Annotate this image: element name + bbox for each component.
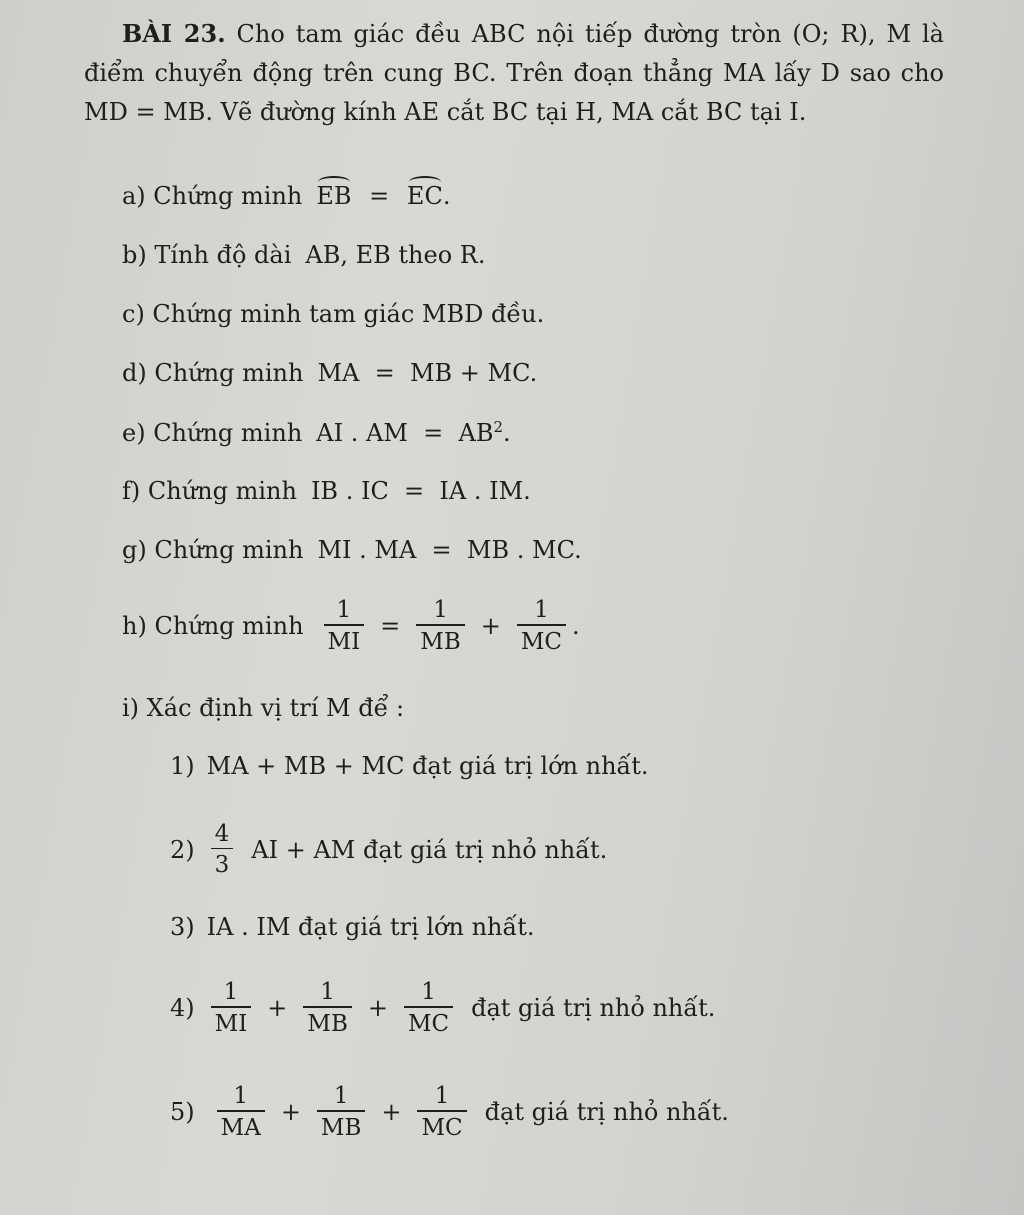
part-e-label: e) Chứng minh bbox=[122, 418, 303, 447]
fraction: $\frac{1}{MC}$ bbox=[417, 1082, 466, 1142]
sub-item-2 bbox=[170, 820, 607, 879]
part-i-label: i) Xác định vị trí M để : bbox=[122, 694, 405, 722]
sub-item-text: AI + AM đạt giá trị nhỏ nhất. bbox=[251, 835, 608, 864]
arc-ec: EC bbox=[406, 182, 443, 210]
fraction: $\frac{1}{MB}$ bbox=[317, 1082, 365, 1142]
part-g-label: g) Chứng minh bbox=[122, 536, 304, 564]
part-d bbox=[122, 359, 537, 387]
part-i bbox=[122, 694, 404, 722]
sub-item-number: 3) bbox=[170, 913, 195, 941]
problem-text: Cho tam giác đều ABC nội tiếp đường tròn (O; R), M là điểm chuyển động trên cung BC. Trên đoạn thẳng MA lấy D sao cho MD = MB. Vẽ đường kính AE cắt BC tại H, MA cắt BC tại I. bbox=[84, 20, 944, 126]
sub-item-number: 5) bbox=[170, 1098, 195, 1126]
part-b-label: b) Tính độ dài bbox=[122, 241, 292, 269]
part-g bbox=[122, 536, 582, 564]
sub-item-3 bbox=[170, 913, 534, 941]
fraction: $\frac{1}{MC}$ bbox=[517, 596, 566, 656]
part-e-math: AI . AM = $AB^2$. bbox=[316, 418, 511, 447]
fraction: $\frac{1}{MI}$ bbox=[324, 596, 365, 656]
part-e bbox=[122, 418, 511, 447]
sub-item-number: 1) bbox=[170, 752, 195, 780]
part-d-label: d) Chứng minh bbox=[122, 359, 304, 387]
fraction: $\frac{1}{MI}$ bbox=[211, 978, 252, 1038]
part-h-label: h) Chứng minh bbox=[122, 612, 304, 640]
sub-item-number: 4) bbox=[170, 994, 195, 1022]
part-a-math: EB = EC. bbox=[316, 182, 451, 210]
problem-statement bbox=[84, 14, 944, 132]
sub-item-text: MA + MB + MC đạt giá trị lớn nhất. bbox=[206, 752, 649, 780]
fraction: $\frac{1}{MB}$ bbox=[303, 978, 351, 1038]
sub-item-5: 5) $\frac{1}{MA}$ + $\frac{1}{MB}$ + $\frac{1}{MC}$ đạt giá trị nhỏ nhất. bbox=[170, 1083, 729, 1141]
part-f-math: IB . IC = IA . IM. bbox=[310, 477, 531, 505]
sub-item-text: đạt giá trị nhỏ nhất. bbox=[471, 994, 716, 1022]
fraction: $\frac{1}{MC}$ bbox=[404, 978, 453, 1038]
sub-item-text: đạt giá trị nhỏ nhất. bbox=[484, 1098, 729, 1126]
sub-item-4: 4) $\frac{1}{MI}$ + $\frac{1}{MB}$ + $\frac{1}{MC}$ đạt giá trị nhỏ nhất. bbox=[170, 979, 716, 1037]
part-h bbox=[122, 596, 580, 656]
part-f bbox=[122, 477, 531, 505]
fraction: $\frac{1}{MA}$ bbox=[217, 1082, 265, 1142]
part-g-math: MI . MA = MB . MC. bbox=[317, 536, 582, 564]
sub-item-number: 2) bbox=[170, 835, 195, 864]
part-b-math: AB, EB theo R. bbox=[305, 241, 486, 269]
problem-label: BÀI 23. bbox=[122, 19, 226, 48]
part-a bbox=[122, 182, 450, 210]
part-b bbox=[122, 241, 485, 269]
fraction: $\frac{1}{MB}$ bbox=[416, 596, 464, 656]
part-h-math: $\frac{1}{MI}$ = $\frac{1}{MB}$ + $\frac{1}{MC}$ . bbox=[318, 596, 580, 656]
sub-item-1 bbox=[170, 752, 649, 780]
fraction: $\frac{4}{3}$ bbox=[211, 820, 234, 879]
part-c bbox=[122, 300, 544, 328]
part-f-label: f) Chứng minh bbox=[122, 477, 297, 505]
part-a-label: a) Chứng minh bbox=[122, 182, 303, 210]
arc-eb: EB bbox=[316, 182, 352, 210]
sub-item-text: IA . IM đạt giá trị lớn nhất. bbox=[206, 913, 535, 941]
part-d-math: MA = MB + MC. bbox=[317, 359, 538, 387]
part-c-label: c) Chứng minh tam giác MBD đều. bbox=[122, 300, 545, 328]
